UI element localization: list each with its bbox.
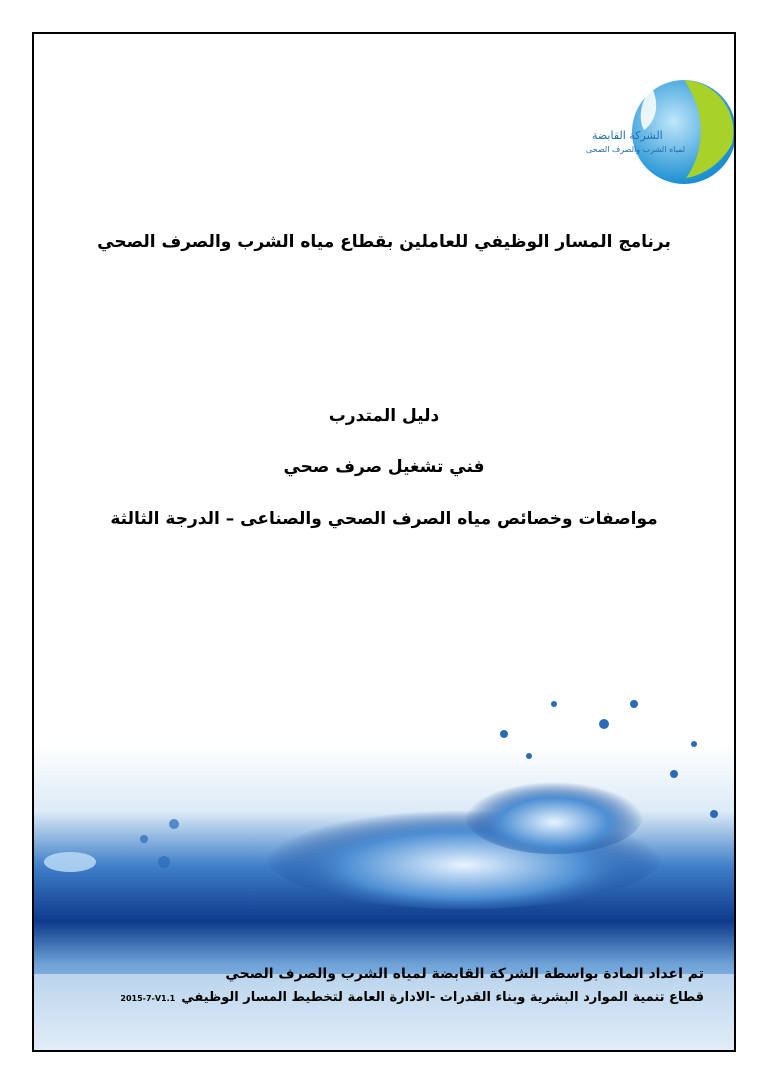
footer-sector-line xyxy=(120,990,704,1005)
footer-credit-line: تم اعداد المادة بواسطة الشركة القابضة لمياه الشرب والصرف الصحي xyxy=(225,966,704,982)
company-logo xyxy=(582,74,736,194)
version-label: 2015-7-V1.1 xyxy=(120,994,176,1003)
logo-line-2: لمياه الشرب والصرف الصحى xyxy=(586,145,686,154)
footer-sector-text: قطاع تنمية الموارد البشرية وبناء القدرات -الادارة العامة لتخطيط المسار الوظيفي xyxy=(181,990,704,1005)
job-title: فني تشغيل صرف صحي xyxy=(283,457,485,477)
page-frame xyxy=(32,32,736,1052)
guide-title: دليل المتدرب xyxy=(328,406,440,426)
module-title: مواصفات وخصائص مياه الصرف الصحي والصناعى – الدرجة الثالثة xyxy=(110,509,658,529)
logo-line-1: الشركة القابضة xyxy=(592,129,663,142)
program-title: برنامج المسار الوظيفي للعاملين بقطاع مياه الشرب والصرف الصحي xyxy=(97,232,671,252)
